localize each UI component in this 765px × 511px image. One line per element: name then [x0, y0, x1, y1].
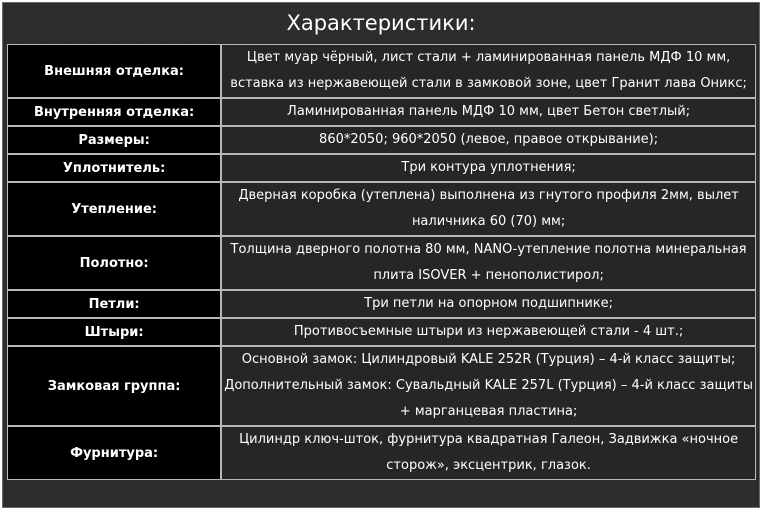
row-value-line: Противосъемные штыри из нержавеющей стали - 4 шт.; — [293, 324, 684, 339]
row-value — [221, 98, 756, 126]
row-value-line: Основной замок: Цилиндровый KALE 252R (Турция) – 4-й класс защиты; — [241, 352, 736, 367]
row-value — [221, 154, 756, 182]
row-value-line: Ламинированная панель МДФ 10 мм, цвет Бетон светлый; — [287, 104, 691, 119]
row-value-line: плита ISOVER + пенополистирол; — [373, 268, 604, 283]
row-value-line: вставка из нержавеющей стали в замковой зоне, цвет Гранит лава Оникс; — [230, 76, 747, 91]
row-value — [221, 126, 756, 154]
row-value — [221, 290, 756, 318]
row-value-line: + марганцевая пластина; — [399, 404, 578, 419]
row-value — [221, 426, 756, 480]
row-value-line: Дверная коробка (утеплена) выполнена из гнутого профиля 2мм, вылет — [238, 188, 739, 203]
page-title: Характеристики: — [286, 11, 476, 35]
table-row — [7, 126, 756, 154]
row-value — [221, 236, 756, 290]
row-value — [221, 44, 756, 98]
row-value-line: сторож», эксцентрик, глазок. — [386, 458, 591, 473]
table-row — [7, 182, 756, 236]
row-value — [221, 318, 756, 346]
row-value — [221, 346, 756, 426]
row-value-line: Толщина дверного полотна 80 мм, NANO-утепление полотна минеральная — [230, 242, 747, 257]
row-value — [221, 182, 756, 236]
row-value-line: наличника 60 (70) мм; — [411, 214, 566, 229]
row-value-line: 860*2050; 960*2050 (левое, правое открывание); — [319, 132, 659, 147]
row-label: Штыри: — [7, 318, 221, 346]
row-label: Уплотнитель: — [7, 154, 221, 182]
table-row — [7, 154, 756, 182]
table-row — [7, 236, 756, 290]
table-row — [7, 318, 756, 346]
row-label: Внутренняя отделка: — [7, 98, 221, 126]
row-label: Внешняя отделка: — [7, 44, 221, 98]
row-value-line: Три контура уплотнения; — [401, 160, 576, 175]
row-label: Петли: — [7, 290, 221, 318]
row-label: Полотно: — [7, 236, 221, 290]
specs-panel — [2, 2, 760, 508]
table-row — [7, 98, 756, 126]
table-row — [7, 290, 756, 318]
specs-table — [7, 44, 756, 480]
row-label: Замковая группа: — [7, 346, 221, 426]
row-value-line: Цвет муар чёрный, лист стали + ламинированная панель МДФ 10 мм, — [246, 50, 731, 65]
table-row — [7, 426, 756, 480]
row-value-line: Три петли на опорном подшипнике; — [364, 296, 614, 311]
row-value-line: Цилиндр ключ-шток, фурнитура квадратная Галеон, Задвижка «ночное — [239, 432, 739, 447]
table-row — [7, 346, 756, 426]
row-label: Фурнитура: — [7, 426, 221, 480]
table-row — [7, 44, 756, 98]
row-label: Размеры: — [7, 126, 221, 154]
row-label: Утепление: — [7, 182, 221, 236]
row-value-line: Дополнительный замок: Сувальдный KALE 257L (Турция) – 4-й класс защиты — [224, 378, 753, 393]
